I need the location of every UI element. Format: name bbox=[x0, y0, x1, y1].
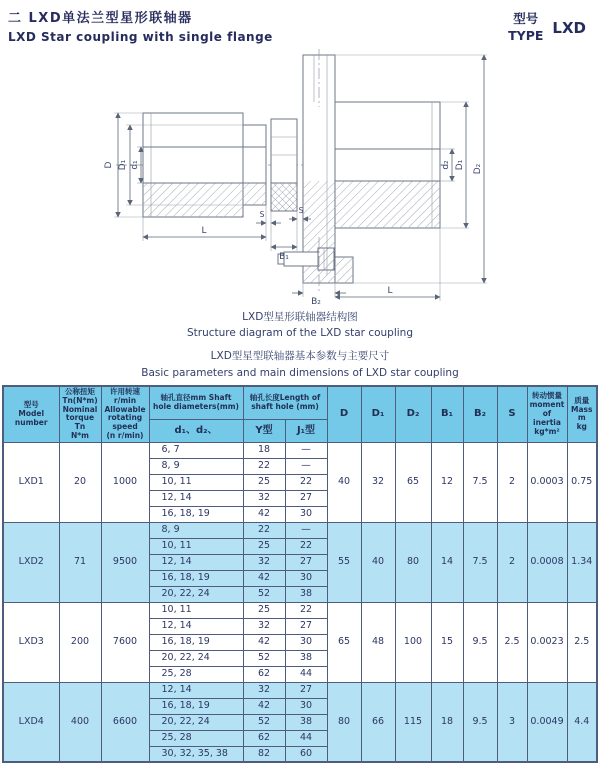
mass-cell: 1.34 bbox=[567, 522, 597, 602]
y-length-cell: 25 bbox=[243, 602, 285, 618]
shaft-hole-cell: 10, 11 bbox=[149, 538, 243, 554]
j1-length-cell: 38 bbox=[285, 714, 327, 730]
j1-length-cell: 27 bbox=[285, 490, 327, 506]
j1-length-cell: 27 bbox=[285, 682, 327, 698]
d-cell: 65 bbox=[327, 602, 361, 682]
speed-cell: 7600 bbox=[101, 602, 149, 682]
subheader-cell-0: d₁、d₂、 bbox=[149, 419, 243, 442]
j1-length-cell: — bbox=[285, 522, 327, 538]
j1-length-cell: 44 bbox=[285, 730, 327, 746]
type-value: LXD bbox=[552, 18, 586, 37]
d2-cell: 80 bbox=[395, 522, 431, 602]
shaft-hole-cell: 16, 18, 19 bbox=[149, 634, 243, 650]
header-cell-8: B₁ bbox=[431, 386, 463, 443]
d2-cell: 115 bbox=[395, 682, 431, 762]
header-cell-1: 公称扭矩 Tn(N*m) Nominal torque Tn N*m bbox=[59, 386, 101, 443]
d-cell: 80 bbox=[327, 682, 361, 762]
header-cell-0: 型号 Model number bbox=[3, 386, 59, 443]
d1-cell: 66 bbox=[361, 682, 395, 762]
y-length-cell: 18 bbox=[243, 442, 285, 458]
inertia-cell: 0.0003 bbox=[527, 442, 567, 522]
subheader-cell-2: J₁型 bbox=[285, 419, 327, 442]
dim-label-S-right: S bbox=[298, 205, 304, 215]
s-cell: 2 bbox=[497, 442, 527, 522]
y-length-cell: 22 bbox=[243, 458, 285, 474]
b2-cell: 7.5 bbox=[463, 522, 497, 602]
diagram-area bbox=[0, 47, 600, 305]
shaft-hole-cell: 25, 28 bbox=[149, 730, 243, 746]
j1-length-cell: 30 bbox=[285, 570, 327, 586]
table-row bbox=[3, 522, 597, 538]
d1-cell: 40 bbox=[361, 522, 395, 602]
d2-cell: 65 bbox=[395, 442, 431, 522]
dim-label-B2: B₂ bbox=[311, 296, 321, 305]
model-cell: LXD4 bbox=[3, 682, 59, 762]
shaft-hole-cell: 12, 14 bbox=[149, 682, 243, 698]
j1-length-cell: 30 bbox=[285, 506, 327, 522]
page-title-zh: 二 LXD单法兰型星形联轴器 bbox=[8, 11, 193, 26]
page-titles bbox=[8, 7, 273, 44]
y-length-cell: 52 bbox=[243, 586, 285, 602]
structure-diagram bbox=[88, 47, 512, 305]
header-cell-9: B₂ bbox=[463, 386, 497, 443]
dim-label-D2-right: D₂ bbox=[473, 163, 483, 175]
j1-length-cell: 30 bbox=[285, 634, 327, 650]
right-hub bbox=[335, 102, 440, 228]
table-row bbox=[3, 442, 597, 458]
spider-element bbox=[271, 119, 297, 211]
header-cell-3: 轴孔直径mm Shaft hole diameters(mm) bbox=[149, 386, 243, 419]
j1-length-cell: 22 bbox=[285, 474, 327, 490]
header-cell-7: D₂ bbox=[395, 386, 431, 443]
type-label-zh: 型号 bbox=[513, 11, 539, 26]
d-cell: 55 bbox=[327, 522, 361, 602]
shaft-hole-cell: 12, 14 bbox=[149, 554, 243, 570]
model-cell: LXD2 bbox=[3, 522, 59, 602]
d2-cell: 100 bbox=[395, 602, 431, 682]
shaft-hole-cell: 12, 14 bbox=[149, 490, 243, 506]
j1-length-cell: 38 bbox=[285, 586, 327, 602]
y-length-cell: 52 bbox=[243, 714, 285, 730]
shaft-hole-cell: 12, 14 bbox=[149, 618, 243, 634]
header-cell-12: 质量 Mass m kg bbox=[567, 386, 597, 443]
table-body bbox=[3, 442, 597, 762]
type-label-en: TYPE bbox=[508, 27, 544, 43]
torque-cell: 200 bbox=[59, 602, 101, 682]
shaft-hole-cell: 16, 18, 19 bbox=[149, 570, 243, 586]
shaft-hole-cell: 10, 11 bbox=[149, 602, 243, 618]
b1-cell: 15 bbox=[431, 602, 463, 682]
speed-cell: 9500 bbox=[101, 522, 149, 602]
y-length-cell: 32 bbox=[243, 682, 285, 698]
shaft-hole-cell: 6, 7 bbox=[149, 442, 243, 458]
header-cell-2: 许用转速 r/min Allowable rotating speed (n r/min) bbox=[101, 386, 149, 443]
shaft-hole-cell: 20, 22, 24 bbox=[149, 650, 243, 666]
s-cell: 2.5 bbox=[497, 602, 527, 682]
header-row-1 bbox=[3, 386, 597, 419]
table-header bbox=[3, 386, 597, 443]
dim-label-D1-left: D₁ bbox=[118, 159, 128, 171]
j1-length-cell: 44 bbox=[285, 666, 327, 682]
b2-cell: 7.5 bbox=[463, 442, 497, 522]
j1-length-cell: 22 bbox=[285, 538, 327, 554]
y-length-cell: 25 bbox=[243, 538, 285, 554]
dim-label-D1-right: D₁ bbox=[455, 159, 465, 171]
torque-cell: 400 bbox=[59, 682, 101, 762]
y-length-cell: 52 bbox=[243, 650, 285, 666]
j1-length-cell: 22 bbox=[285, 602, 327, 618]
y-length-cell: 42 bbox=[243, 698, 285, 714]
mass-cell: 0.75 bbox=[567, 442, 597, 522]
dim-label-d1-left: d₁ bbox=[130, 160, 140, 170]
y-length-cell: 32 bbox=[243, 554, 285, 570]
b2-cell: 9.5 bbox=[463, 682, 497, 762]
inertia-cell: 0.0049 bbox=[527, 682, 567, 762]
b1-cell: 14 bbox=[431, 522, 463, 602]
d1-cell: 48 bbox=[361, 602, 395, 682]
diagram-caption bbox=[0, 309, 600, 342]
diagram-caption-zh: LXD型星形联轴器结构图 bbox=[242, 310, 358, 323]
speed-cell: 6600 bbox=[101, 682, 149, 762]
torque-cell: 71 bbox=[59, 522, 101, 602]
y-length-cell: 42 bbox=[243, 570, 285, 586]
dim-label-B1: B₁ bbox=[279, 251, 289, 262]
header-cell-6: D₁ bbox=[361, 386, 395, 443]
torque-cell: 20 bbox=[59, 442, 101, 522]
table-row bbox=[3, 682, 597, 698]
j1-length-cell: — bbox=[285, 442, 327, 458]
diagram-caption-en: Structure diagram of the LXD star coupling bbox=[186, 327, 414, 340]
speed-cell: 1000 bbox=[101, 442, 149, 522]
dim-label-D-left: D bbox=[104, 161, 114, 169]
y-length-cell: 25 bbox=[243, 474, 285, 490]
s-cell: 3 bbox=[497, 682, 527, 762]
y-length-cell: 42 bbox=[243, 506, 285, 522]
mass-cell: 2.5 bbox=[567, 602, 597, 682]
j1-length-cell: 38 bbox=[285, 650, 327, 666]
table-title-zh: LXD型星型联轴器基本参数与主要尺寸 bbox=[210, 350, 390, 363]
left-hub bbox=[143, 113, 266, 217]
header-cell-4: 轴孔长度Length of shaft hole (mm) bbox=[243, 386, 327, 419]
shaft-hole-cell: 16, 18, 19 bbox=[149, 698, 243, 714]
shaft-hole-cell: 25, 28 bbox=[149, 666, 243, 682]
header-cell-10: S bbox=[497, 386, 527, 443]
j1-length-cell: 27 bbox=[285, 554, 327, 570]
y-length-cell: 62 bbox=[243, 666, 285, 682]
shaft-hole-cell: 16, 18, 19 bbox=[149, 506, 243, 522]
model-cell: LXD1 bbox=[3, 442, 59, 522]
table-title-en: Basic parameters and main dimensions of LXD star coupling bbox=[141, 366, 459, 379]
s-cell: 2 bbox=[497, 522, 527, 602]
y-length-cell: 42 bbox=[243, 634, 285, 650]
subheader-cell-1: Y型 bbox=[243, 419, 285, 442]
header-cell-5: D bbox=[327, 386, 361, 443]
dim-label-L-right: L bbox=[387, 285, 393, 296]
model-cell: LXD3 bbox=[3, 602, 59, 682]
shaft-hole-cell: 20, 22, 24 bbox=[149, 714, 243, 730]
b1-cell: 12 bbox=[431, 442, 463, 522]
b1-cell: 18 bbox=[431, 682, 463, 762]
y-length-cell: 32 bbox=[243, 618, 285, 634]
j1-length-cell: 60 bbox=[285, 746, 327, 762]
shaft-hole-cell: 30, 32, 35, 38 bbox=[149, 746, 243, 762]
y-length-cell: 22 bbox=[243, 522, 285, 538]
shaft-hole-cell: 8, 9 bbox=[149, 522, 243, 538]
b2-cell: 9.5 bbox=[463, 602, 497, 682]
page-title-en: LXD Star coupling with single flange bbox=[8, 30, 273, 44]
table-title bbox=[0, 348, 600, 381]
dim-label-L-left: L bbox=[201, 225, 207, 236]
dim-label-d2-right: d₂ bbox=[441, 160, 451, 170]
shaft-hole-cell: 10, 11 bbox=[149, 474, 243, 490]
parameters-table bbox=[2, 385, 598, 764]
shaft-hole-cell: 20, 22, 24 bbox=[149, 586, 243, 602]
shaft-hole-cell: 8, 9 bbox=[149, 458, 243, 474]
type-block bbox=[508, 11, 586, 45]
header-cell-11: 转动惯量 moment of inertia kg*m² bbox=[527, 386, 567, 443]
inertia-cell: 0.0023 bbox=[527, 602, 567, 682]
j1-length-cell: 30 bbox=[285, 698, 327, 714]
table-row bbox=[3, 602, 597, 618]
j1-length-cell: — bbox=[285, 458, 327, 474]
j1-length-cell: 27 bbox=[285, 618, 327, 634]
y-length-cell: 32 bbox=[243, 490, 285, 506]
inertia-cell: 0.0008 bbox=[527, 522, 567, 602]
d-cell: 40 bbox=[327, 442, 361, 522]
y-length-cell: 82 bbox=[243, 746, 285, 762]
d1-cell: 32 bbox=[361, 442, 395, 522]
page-header bbox=[0, 0, 600, 45]
dim-label-S-left: S bbox=[259, 209, 265, 219]
mass-cell: 4.4 bbox=[567, 682, 597, 762]
y-length-cell: 62 bbox=[243, 730, 285, 746]
type-labels bbox=[508, 11, 543, 45]
